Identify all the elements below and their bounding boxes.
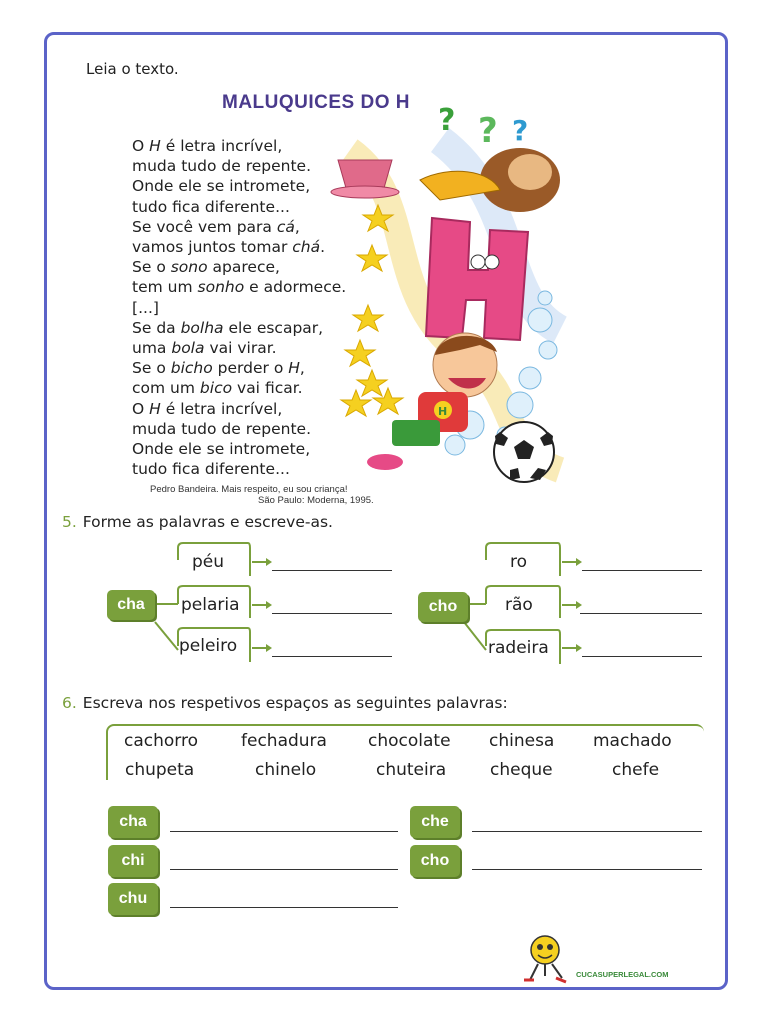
poem-line: Se você vem para cá,	[132, 217, 300, 236]
prefix-chi: chi	[108, 845, 158, 877]
ending-word: rão	[505, 595, 533, 615]
word-bank-word: chupeta	[125, 760, 195, 780]
credit-line-2: São Paulo: Moderna, 1995.	[258, 495, 374, 506]
prefix-cho: cho	[410, 845, 460, 877]
poem-line: O H é letra incrível,	[132, 137, 283, 155]
poem-line: vamos juntos tomar chá.	[132, 238, 326, 257]
prefix-cha-q5: cha	[107, 590, 155, 620]
ending-word: ro	[510, 552, 528, 572]
poem-line: Se o sono aparece,	[132, 258, 280, 277]
question-5-text: Forme as palavras e escreve-as.	[82, 513, 333, 531]
word-bank-word: cheque	[490, 760, 553, 780]
svg-text:H: H	[438, 405, 448, 418]
site-logo-text: CUCASUPERLEGAL.COM	[576, 970, 669, 979]
question-6-number: 6.	[62, 694, 77, 712]
ending-word: pelaria	[181, 595, 240, 615]
word-bank-word: fechadura	[241, 731, 327, 751]
poem-line: tudo fica diferente...	[132, 460, 290, 479]
poem-line: tem um sonho e adormece.	[132, 278, 347, 297]
prefix-chu: chu	[108, 883, 158, 915]
ending-word: peleiro	[179, 636, 238, 656]
poem-line: Se o bicho perder o H,	[132, 359, 305, 378]
word-bank-word: chinesa	[489, 731, 555, 751]
word-bank-word: machado	[593, 731, 672, 751]
prefix-cha: cha	[108, 806, 158, 838]
poem-line: tudo fica diferente...	[132, 197, 290, 216]
prefix-che: che	[410, 806, 460, 838]
poem-line: Onde ele se intromete,	[132, 177, 311, 196]
word-bank-word: chinelo	[255, 760, 317, 780]
credit-line-1: Pedro Bandeira. Mais respeito, eu sou criança!	[150, 484, 348, 495]
svg-text:?: ?	[438, 103, 456, 138]
svg-text:?: ?	[478, 111, 498, 151]
ending-word: radeira	[488, 638, 549, 658]
poem-title: MALUQUICES DO H	[222, 92, 410, 113]
ending-word: péu	[192, 552, 225, 572]
poem-line: muda tudo de repente.	[132, 157, 312, 176]
question-5-number: 5.	[62, 513, 77, 531]
word-bank-word: cachorro	[124, 731, 198, 751]
poem-line: Se da bolha ele escapar,	[132, 318, 324, 337]
svg-text:?: ?	[512, 114, 529, 147]
poem-line: uma bola vai virar.	[132, 339, 277, 358]
poem-line: Onde ele se intromete,	[132, 440, 311, 459]
word-bank-word: chocolate	[368, 731, 451, 751]
poem-line: muda tudo de repente.	[132, 419, 312, 438]
word-bank-word: chefe	[612, 760, 660, 780]
question-6-text: Escreva nos respetivos espaços as seguintes palavras:	[82, 694, 508, 712]
prefix-cho-q5: cho	[418, 592, 468, 622]
poem-line: com um bico vai ficar.	[132, 379, 303, 398]
intro-text: Leia o texto.	[86, 60, 179, 78]
poem-line: O H é letra incrível,	[132, 399, 283, 418]
word-bank-word: chuteira	[376, 760, 447, 780]
poem-line: [...]	[132, 298, 159, 317]
